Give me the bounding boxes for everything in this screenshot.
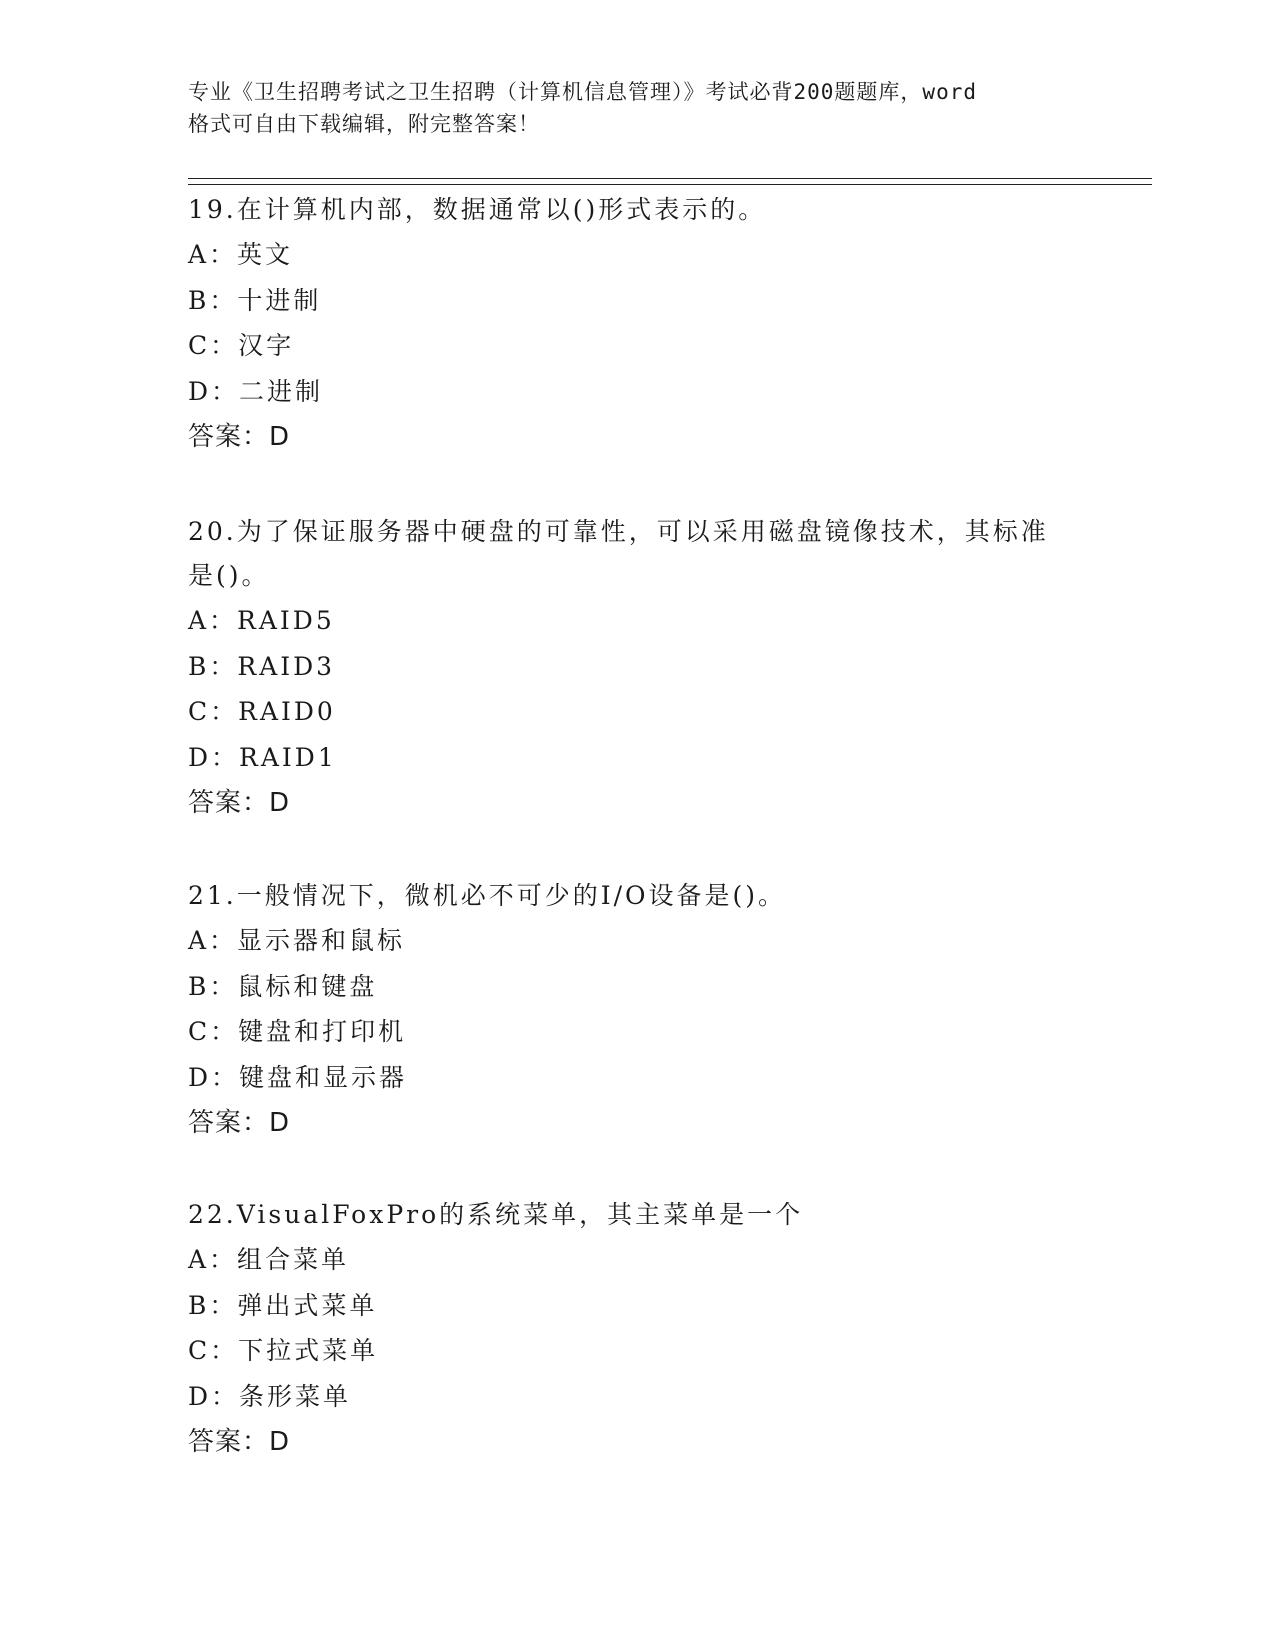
option-b: B：十进制 [188,285,322,315]
document-header [188,76,1088,140]
option-d: D：RAID1 [188,742,337,772]
option-b: B：RAID3 [188,651,336,681]
answer: 答案：D [188,1427,291,1457]
question-20 [188,510,1088,826]
header-divider-bottom [188,184,1152,185]
question-title: 20.为了保证服务器中硬盘的可靠性，可以采用磁盘镜像技术，其标准 [188,517,1049,546]
option-a: A：组合菜单 [188,1245,350,1274]
option-b: B：弹出式菜单 [188,1290,378,1320]
option-a: A：英文 [188,240,294,269]
answer: 答案：D [188,1108,291,1138]
answer: 答案：D [188,788,291,818]
answer: 答案：D [188,422,291,452]
option-d: D：条形菜单 [188,1381,352,1411]
option-b: B：鼠标和键盘 [188,971,378,1001]
option-d: D：二进制 [188,376,324,406]
option-a: A：RAID5 [188,606,335,635]
question-19 [188,188,1088,460]
option-c: C：下拉式菜单 [188,1336,379,1365]
question-title: 19.在计算机内部，数据通常以()形式表示的。 [188,195,767,224]
question-title: 22.VisualFoxPro的系统菜单，其主菜单是一个 [188,1200,804,1229]
question-22 [188,1193,1088,1465]
option-c: C：汉字 [188,331,295,360]
option-c: C：键盘和打印机 [188,1017,407,1046]
question-title: 21.一般情况下，微机必不可少的I/O设备是()。 [188,881,787,910]
header-line-1: 专业《卫生招聘考试之卫生招聘（计算机信息管理）》考试必背200题题库，word [188,80,977,104]
option-c: C：RAID0 [188,697,336,726]
header-line-2: 格式可自由下载编辑，附完整答案！ [188,112,540,136]
question-title-continued: 是()。 [188,561,270,590]
header-divider-top [188,178,1152,179]
option-a: A：显示器和鼠标 [188,926,406,955]
question-21 [188,874,1088,1146]
option-d: D：键盘和显示器 [188,1062,408,1092]
